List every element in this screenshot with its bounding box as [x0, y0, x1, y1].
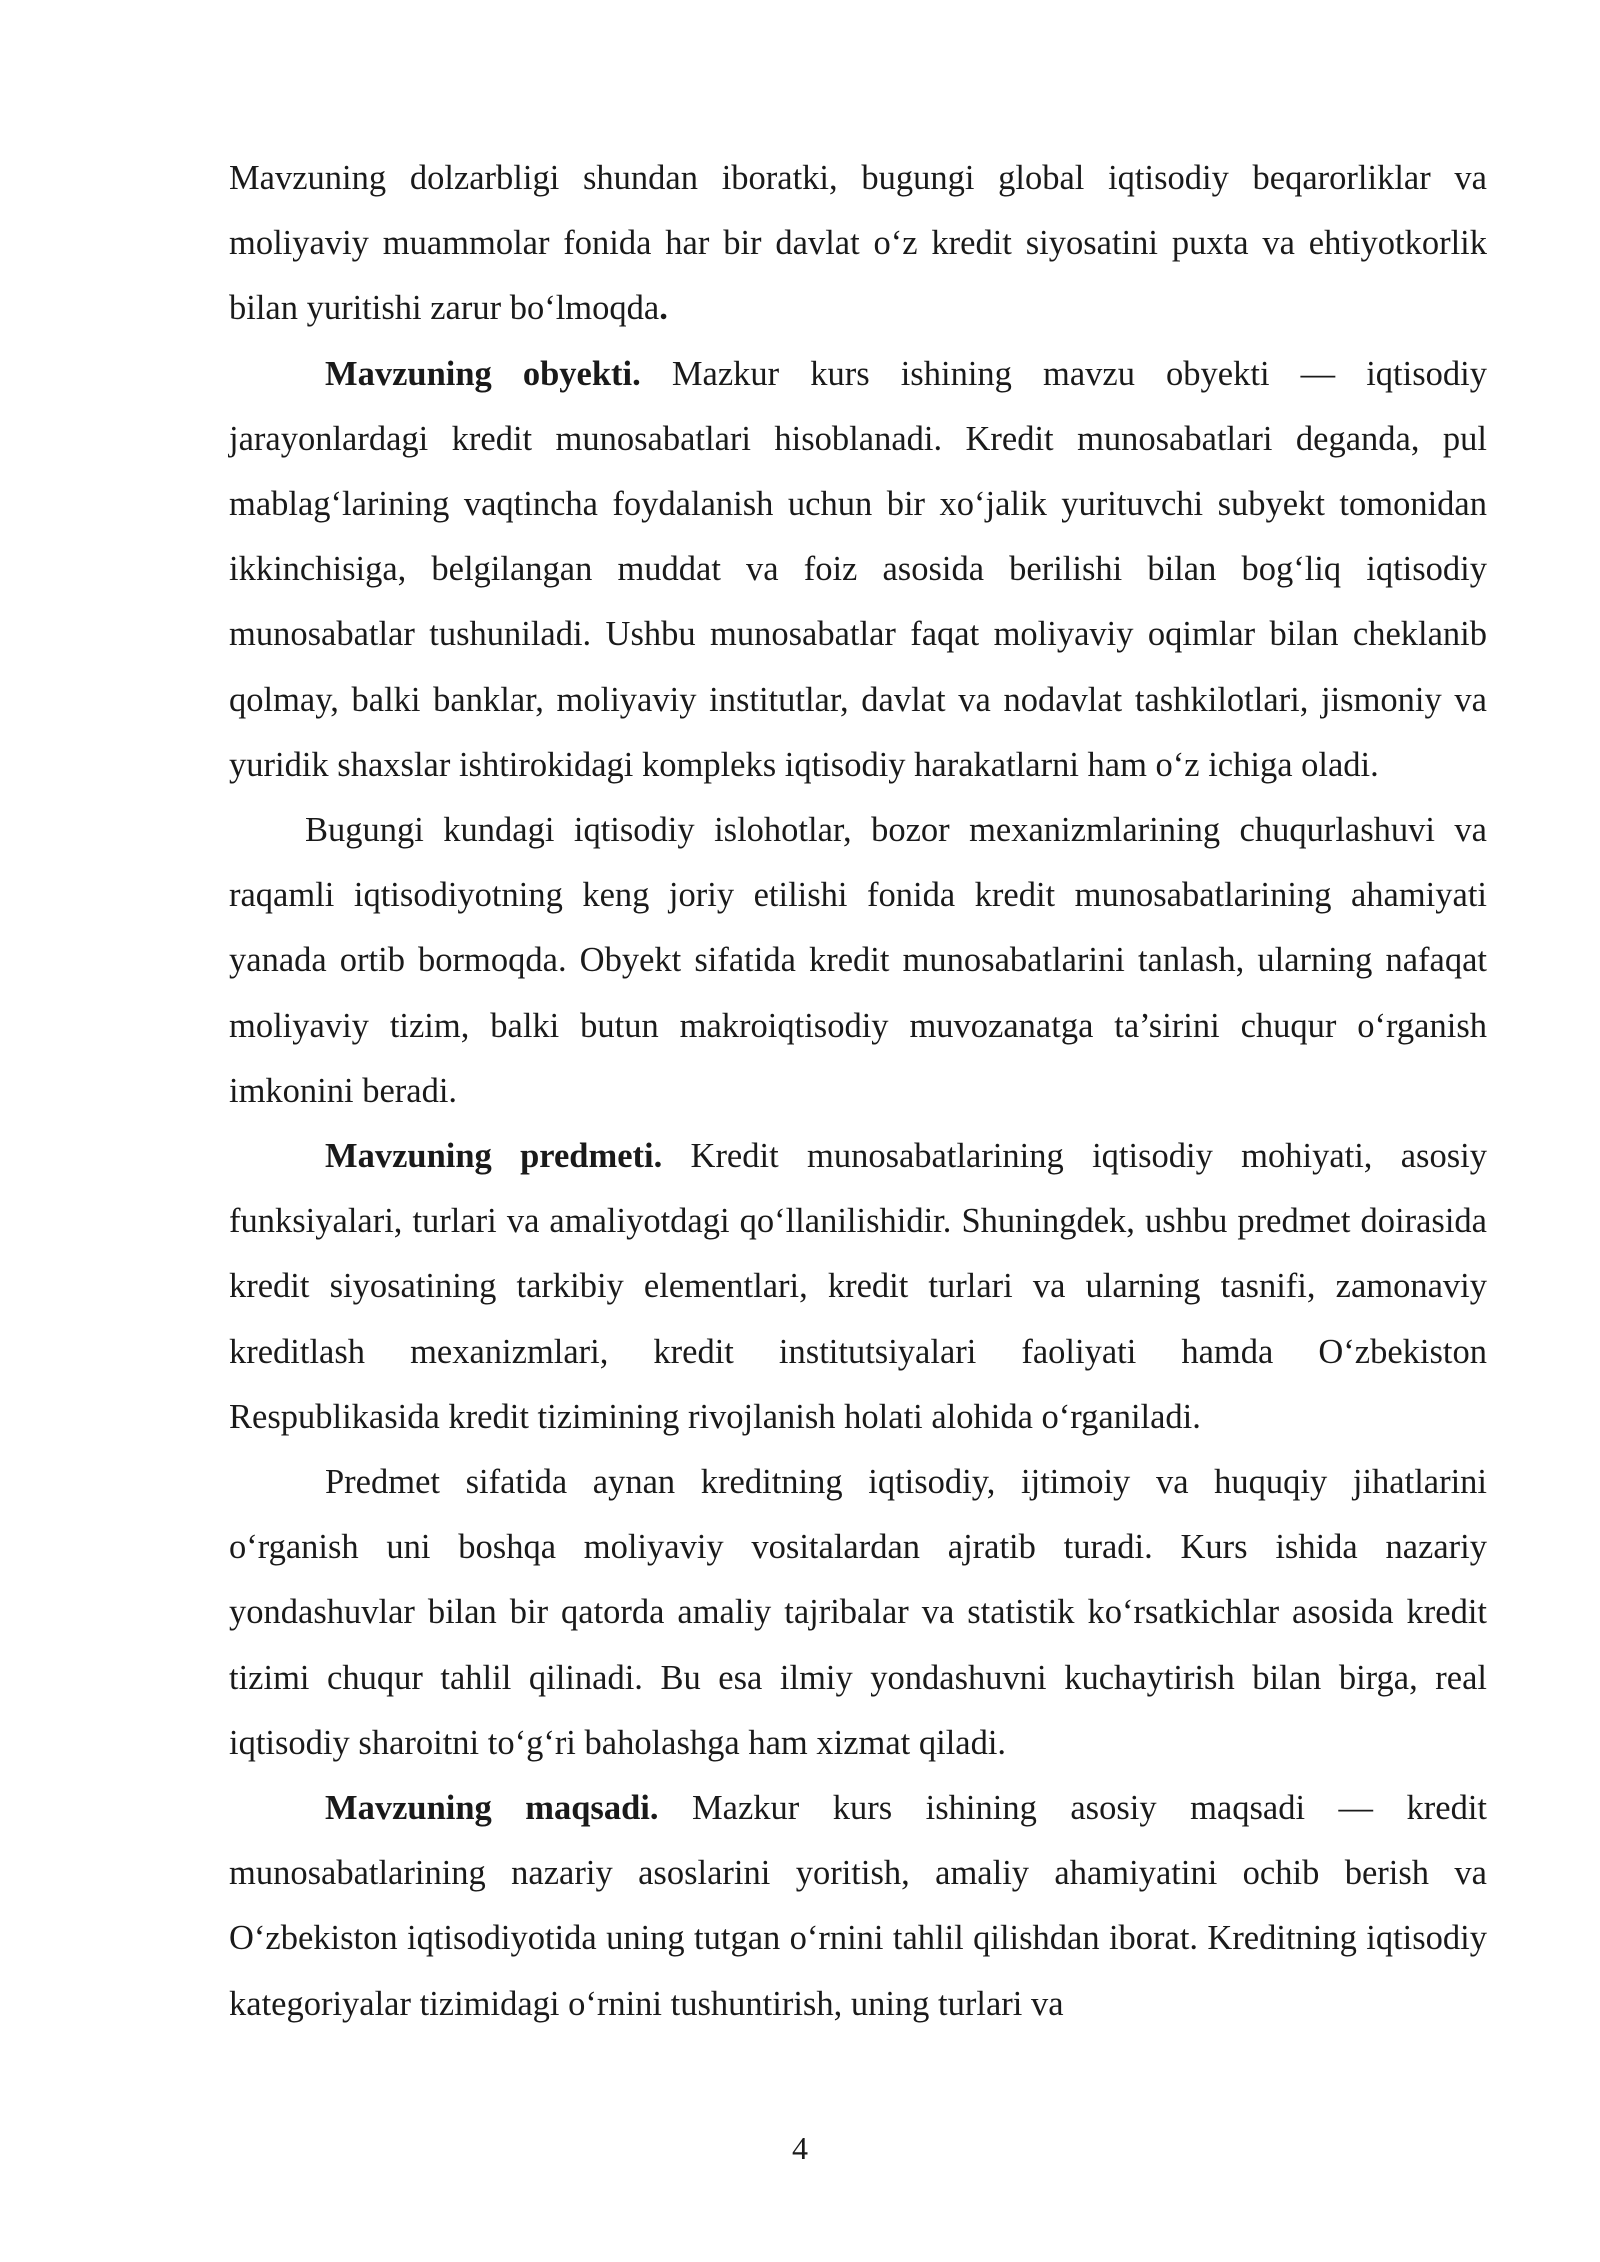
- paragraph-relevance: [229, 146, 1487, 342]
- paragraph-object-text: Mazkur kurs ishining mavzu obyekti — iqtisodiy jarayonlardagi kredit munosabatlari hisoblanadi. Kredit munosabatlari deganda, pul mablag‘larining vaqtincha foydalanish uchun bir xo‘jalik yurituvchi subyekt tomonidan ikkinchisiga, belgilangan muddat va foiz asosida berilishi bilan bog‘liq iqtisodiy munosabatlar tushuniladi. Ushbu munosabatlar faqat moliyaviy oqimlar bilan cheklanib qolmay, balki banklar, moliyaviy institutlar, davlat va nodavlat tashkilotlari, jismoniy va yuridik shaxslar ishtirokidagi kompleks iqtisodiy harakatlarni ham o‘z ichiga oladi.: [229, 354, 1487, 784]
- page-number: 4: [792, 2130, 808, 2166]
- heading-goal: Mavzuning maqsadi.: [325, 1789, 659, 1828]
- paragraph-object: [229, 342, 1487, 798]
- paragraph-relevance-text: Mavzuning dolzarbligi shundan iboratki, bugungi global iqtisodiy beqarorliklar va moliyaviy muammolar fonida har bir davlat o‘z kredit siyosatini puxta va ehtiyotkorlik bilan yuritishi zarur bo‘lmoqda: [229, 159, 1487, 328]
- paragraph-relevance-tail: .: [659, 289, 668, 328]
- paragraph-subject: [229, 1124, 1487, 1450]
- paragraph-subject-continued-text: Predmet sifatida aynan kreditning iqtisodiy, ijtimoiy va huquqiy jihatlarini o‘rganish uni boshqa moliyaviy vositalardan ajratib turadi. Kurs ishida nazariy yondashuvlar bilan bir qatorda amaliy tajribalar va statistik ko‘rsatkichlar asosida kredit tizimi chuqur tahlil qilinadi. Bu esa ilmiy yondashuvni kuchaytirish bilan birga, real iqtisodiy sharoitni to‘g‘ri baholashga ham xizmat qiladi.: [229, 1463, 1487, 1762]
- heading-subject: Mavzuning predmeti.: [325, 1137, 663, 1176]
- paragraph-subject-continued: [229, 1450, 1487, 1776]
- paragraph-goal: [229, 1776, 1487, 2037]
- paragraph-subject-text: Kredit munosabatlarining iqtisodiy mohiyati, asosiy funksiyalari, turlari va amaliyotdagi qo‘llanilishidir. Shuningdek, ushbu predmet doirasida kredit siyosatining tarkibiy elementlari, kredit turlari va ularning tasnifi, zamonaviy kreditlash mexanizmlari, kredit institutsiyalari faoliyati hamda O‘zbekiston Respublikasida kredit tizimining rivojlanish holati alohida o‘rganiladi.: [229, 1137, 1487, 1436]
- body-text: [229, 146, 1487, 2037]
- paragraph-object-continued-text: Bugungi kundagi iqtisodiy islohotlar, bozor mexanizmlarining chuqurlashuvi va raqamli iqtisodiyotning keng joriy etilishi fonida kredit munosabatlarining ahamiyati yanada ortib bormoqda. Obyekt sifatida kredit munosabatlarini tanlash, ularning nafaqat moliyaviy tizim, balki butun makroiqtisodiy muvozanatga ta’sirini chuqur o‘rganish imkonini beradi.: [229, 811, 1487, 1110]
- paragraph-goal-text: Mazkur kurs ishining asosiy maqsadi — kredit munosabatlarining nazariy asoslarini yoritish, amaliy ahamiyatini ochib berish va O‘zbekiston iqtisodiyotida uning tutgan o‘rnini tahlil qilishdan iborat. Kreditning iqtisodiy kategoriyalar tizimidagi o‘rnini tushuntirish, uning turlari va: [229, 1789, 1487, 2023]
- paragraph-object-continued: [229, 798, 1487, 1124]
- heading-object: Mavzuning obyekti.: [325, 354, 641, 393]
